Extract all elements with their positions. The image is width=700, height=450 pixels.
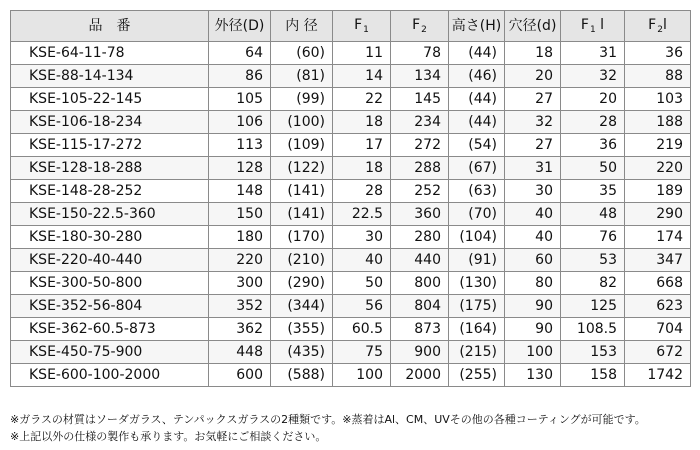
cell-height: (44) <box>449 88 505 111</box>
cell-f2l: 704 <box>625 318 691 341</box>
cell-hole-diameter: 40 <box>505 226 561 249</box>
cell-f1: 11 <box>333 42 391 65</box>
cell-outer-diameter: 128 <box>209 157 271 180</box>
cell-inner-diameter: (122) <box>271 157 333 180</box>
cell-f1l: 28 <box>561 111 625 134</box>
cell-inner-diameter: (344) <box>271 295 333 318</box>
cell-inner-diameter: (109) <box>271 134 333 157</box>
cell-f2: 800 <box>391 272 449 295</box>
table-row <box>11 134 691 157</box>
cell-model: KSE-600-100-2000 <box>11 364 209 387</box>
cell-f2l: 88 <box>625 65 691 88</box>
cell-model: KSE-220-40-440 <box>11 249 209 272</box>
cell-f1l: 32 <box>561 65 625 88</box>
cell-inner-diameter: (588) <box>271 364 333 387</box>
cell-f1: 40 <box>333 249 391 272</box>
cell-f2l: 290 <box>625 203 691 226</box>
cell-height: (215) <box>449 341 505 364</box>
header-f1l: $F_1$ l <box>561 11 625 42</box>
cell-model: KSE-106-18-234 <box>11 111 209 134</box>
cell-f2l: 188 <box>625 111 691 134</box>
cell-hole-diameter: 40 <box>505 203 561 226</box>
cell-f1l: 125 <box>561 295 625 318</box>
cell-f2: 440 <box>391 249 449 272</box>
cell-model: KSE-148-28-252 <box>11 180 209 203</box>
cell-inner-diameter: (100) <box>271 111 333 134</box>
table-row <box>11 249 691 272</box>
cell-f2: 900 <box>391 341 449 364</box>
cell-f1: 22 <box>333 88 391 111</box>
cell-f1l: 31 <box>561 42 625 65</box>
cell-f2: 2000 <box>391 364 449 387</box>
cell-f2l: 220 <box>625 157 691 180</box>
cell-model: KSE-352-56-804 <box>11 295 209 318</box>
cell-outer-diameter: 220 <box>209 249 271 272</box>
cell-hole-diameter: 130 <box>505 364 561 387</box>
cell-f2l: 1742 <box>625 364 691 387</box>
cell-height: (164) <box>449 318 505 341</box>
cell-f2: 360 <box>391 203 449 226</box>
header-f2: $F_2$ <box>391 11 449 42</box>
header-hole-diameter: 穴径(d) <box>505 11 561 42</box>
cell-f2: 272 <box>391 134 449 157</box>
cell-f1l: 48 <box>561 203 625 226</box>
cell-model: KSE-300-50-800 <box>11 272 209 295</box>
table-row <box>11 272 691 295</box>
cell-model: KSE-105-22-145 <box>11 88 209 111</box>
cell-f1l: 76 <box>561 226 625 249</box>
cell-inner-diameter: (60) <box>271 42 333 65</box>
cell-f1: 18 <box>333 111 391 134</box>
cell-outer-diameter: 180 <box>209 226 271 249</box>
cell-f1l: 35 <box>561 180 625 203</box>
cell-f2l: 189 <box>625 180 691 203</box>
cell-f1: 56 <box>333 295 391 318</box>
cell-inner-diameter: (141) <box>271 180 333 203</box>
header-row <box>11 11 691 42</box>
cell-f1l: 36 <box>561 134 625 157</box>
cell-outer-diameter: 300 <box>209 272 271 295</box>
table-row <box>11 88 691 111</box>
table-row <box>11 226 691 249</box>
cell-f1: 17 <box>333 134 391 157</box>
cell-inner-diameter: (290) <box>271 272 333 295</box>
cell-hole-diameter: 31 <box>505 157 561 180</box>
cell-inner-diameter: (81) <box>271 65 333 88</box>
table-row <box>11 157 691 180</box>
cell-height: (46) <box>449 65 505 88</box>
cell-inner-diameter: (435) <box>271 341 333 364</box>
cell-height: (54) <box>449 134 505 157</box>
cell-f2l: 347 <box>625 249 691 272</box>
cell-outer-diameter: 86 <box>209 65 271 88</box>
table-row <box>11 42 691 65</box>
cell-hole-diameter: 27 <box>505 134 561 157</box>
cell-model: KSE-362-60.5-873 <box>11 318 209 341</box>
cell-f2: 804 <box>391 295 449 318</box>
table-body <box>11 42 691 387</box>
cell-inner-diameter: (170) <box>271 226 333 249</box>
cell-f1: 100 <box>333 364 391 387</box>
cell-f2l: 668 <box>625 272 691 295</box>
cell-model: KSE-150-22.5-360 <box>11 203 209 226</box>
cell-height: (91) <box>449 249 505 272</box>
cell-f1l: 82 <box>561 272 625 295</box>
cell-outer-diameter: 448 <box>209 341 271 364</box>
cell-height: (70) <box>449 203 505 226</box>
cell-outer-diameter: 150 <box>209 203 271 226</box>
cell-outer-diameter: 106 <box>209 111 271 134</box>
cell-model: KSE-64-11-78 <box>11 42 209 65</box>
cell-height: (44) <box>449 42 505 65</box>
cell-hole-diameter: 90 <box>505 318 561 341</box>
cell-f2l: 672 <box>625 341 691 364</box>
cell-outer-diameter: 362 <box>209 318 271 341</box>
cell-hole-diameter: 30 <box>505 180 561 203</box>
cell-f2: 288 <box>391 157 449 180</box>
table-row <box>11 341 691 364</box>
footnote-material: ※ガラスの材質はソーダガラス、テンパックスガラスの2種類です。※蒸着はAl、CM、UVその他の各種コーティングが可能です。 <box>10 413 646 426</box>
cell-inner-diameter: (141) <box>271 203 333 226</box>
cell-f1l: 108.5 <box>561 318 625 341</box>
cell-outer-diameter: 105 <box>209 88 271 111</box>
table-row <box>11 65 691 88</box>
cell-f2: 78 <box>391 42 449 65</box>
spec-table <box>10 10 691 387</box>
cell-f1: 18 <box>333 157 391 180</box>
cell-f1l: 158 <box>561 364 625 387</box>
cell-hole-diameter: 20 <box>505 65 561 88</box>
cell-outer-diameter: 352 <box>209 295 271 318</box>
cell-inner-diameter: (355) <box>271 318 333 341</box>
cell-model: KSE-88-14-134 <box>11 65 209 88</box>
cell-f2: 873 <box>391 318 449 341</box>
cell-f1: 50 <box>333 272 391 295</box>
cell-f1: 60.5 <box>333 318 391 341</box>
table-row <box>11 180 691 203</box>
cell-height: (255) <box>449 364 505 387</box>
cell-hole-diameter: 32 <box>505 111 561 134</box>
cell-hole-diameter: 100 <box>505 341 561 364</box>
header-outer-diameter: 外径(D) <box>209 11 271 42</box>
cell-hole-diameter: 60 <box>505 249 561 272</box>
footnotes <box>10 411 646 445</box>
cell-outer-diameter: 600 <box>209 364 271 387</box>
header-f1: $F_1$ <box>333 11 391 42</box>
cell-f1l: 20 <box>561 88 625 111</box>
table-row <box>11 364 691 387</box>
cell-height: (130) <box>449 272 505 295</box>
header-height: 高さ(H) <box>449 11 505 42</box>
cell-model: KSE-115-17-272 <box>11 134 209 157</box>
header-f2l: $F_2l$ <box>625 11 691 42</box>
cell-f1: 28 <box>333 180 391 203</box>
cell-f2l: 623 <box>625 295 691 318</box>
cell-f2: 234 <box>391 111 449 134</box>
cell-f2l: 36 <box>625 42 691 65</box>
cell-hole-diameter: 27 <box>505 88 561 111</box>
cell-hole-diameter: 18 <box>505 42 561 65</box>
cell-f2: 145 <box>391 88 449 111</box>
cell-height: (63) <box>449 180 505 203</box>
cell-f1: 75 <box>333 341 391 364</box>
cell-f1: 14 <box>333 65 391 88</box>
cell-model: KSE-128-18-288 <box>11 157 209 180</box>
table-row <box>11 295 691 318</box>
cell-hole-diameter: 90 <box>505 295 561 318</box>
table-row <box>11 318 691 341</box>
cell-f1l: 53 <box>561 249 625 272</box>
cell-height: (44) <box>449 111 505 134</box>
table-row <box>11 111 691 134</box>
cell-outer-diameter: 113 <box>209 134 271 157</box>
cell-outer-diameter: 148 <box>209 180 271 203</box>
header-model: 品 番 <box>11 11 209 42</box>
cell-model: KSE-180-30-280 <box>11 226 209 249</box>
cell-f2: 280 <box>391 226 449 249</box>
cell-outer-diameter: 64 <box>209 42 271 65</box>
cell-height: (175) <box>449 295 505 318</box>
cell-inner-diameter: (99) <box>271 88 333 111</box>
cell-model: KSE-450-75-900 <box>11 341 209 364</box>
footnote-custom-order: ※上記以外の仕様の製作も承ります。お気軽にご相談ください。 <box>10 430 327 443</box>
cell-height: (67) <box>449 157 505 180</box>
cell-f1l: 50 <box>561 157 625 180</box>
cell-f1l: 153 <box>561 341 625 364</box>
cell-f1: 22.5 <box>333 203 391 226</box>
cell-f2: 252 <box>391 180 449 203</box>
cell-f2l: 174 <box>625 226 691 249</box>
cell-f1: 30 <box>333 226 391 249</box>
cell-inner-diameter: (210) <box>271 249 333 272</box>
cell-f2l: 219 <box>625 134 691 157</box>
cell-height: (104) <box>449 226 505 249</box>
cell-hole-diameter: 80 <box>505 272 561 295</box>
cell-f2: 134 <box>391 65 449 88</box>
table-row <box>11 203 691 226</box>
header-inner-diameter: 内 径 <box>271 11 333 42</box>
cell-f2l: 103 <box>625 88 691 111</box>
